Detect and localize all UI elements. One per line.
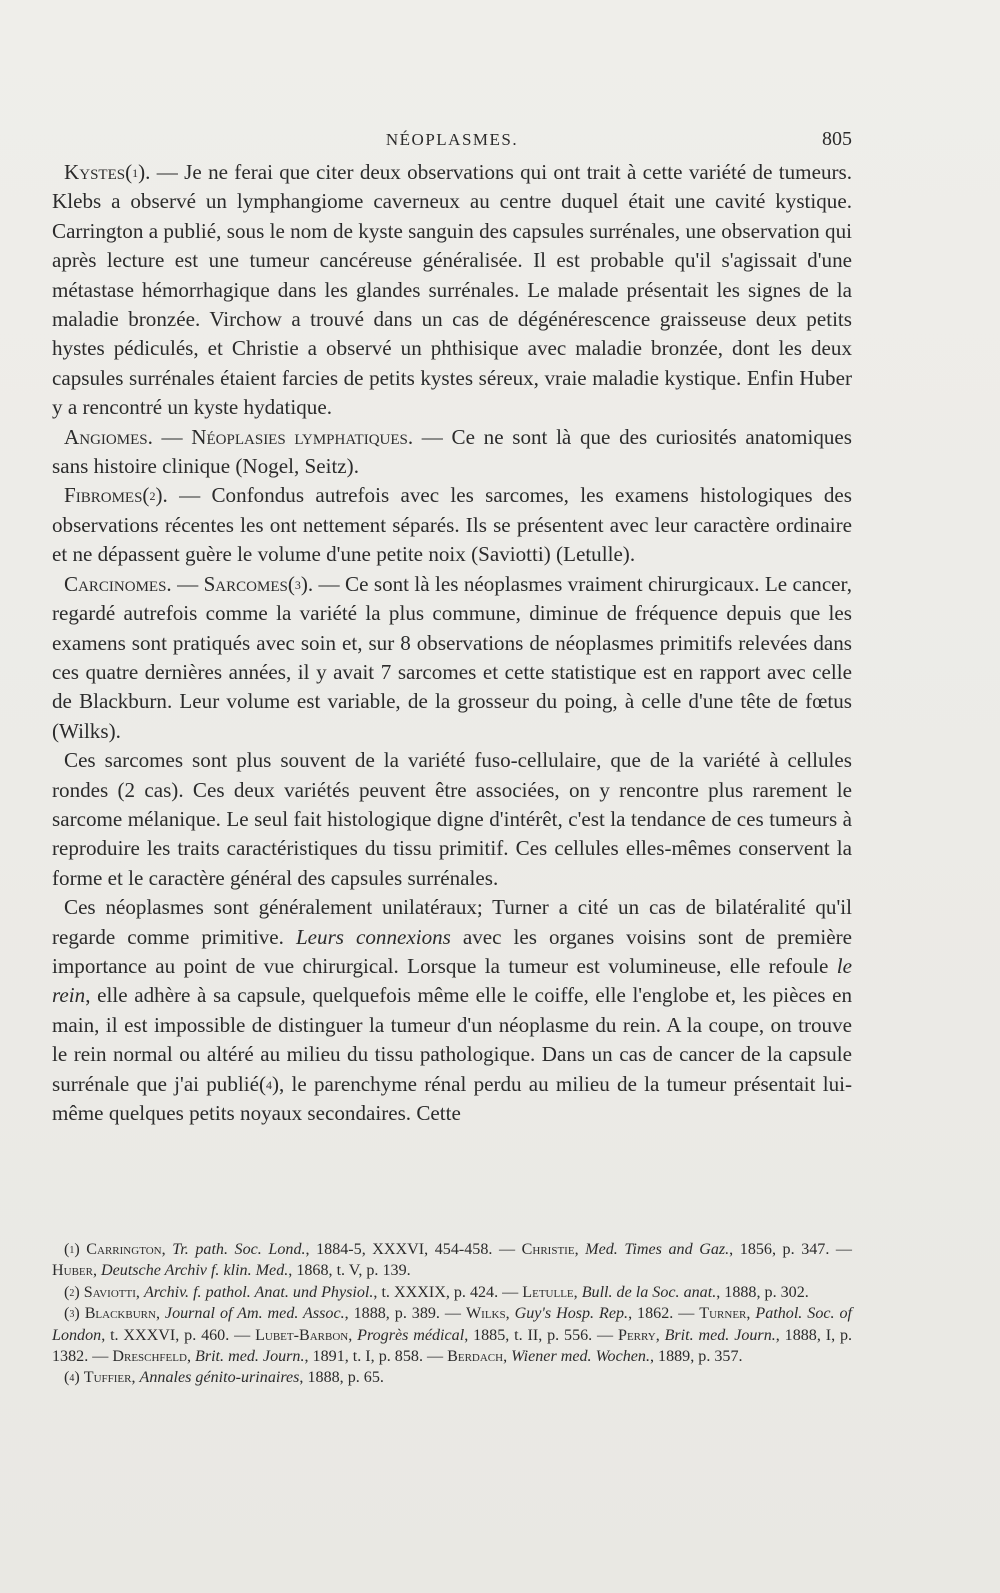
author: Letulle: [522, 1283, 574, 1301]
journal: Annales génito-urinaires: [139, 1369, 300, 1387]
journal: Wiener med. Wochen.: [511, 1348, 650, 1366]
footnote-text: ,: [131, 1369, 140, 1387]
footnote-text: , 1888, p. 389. —: [344, 1305, 466, 1323]
footnote-ref-1: 1: [132, 166, 139, 180]
footnote-text: ,: [92, 1262, 102, 1280]
journal: Archiv. f. pathol. Anat. und Physiol.: [143, 1283, 374, 1301]
footnote-text: , 1888, p. 65.: [299, 1369, 384, 1387]
footnote-ref-2: 2: [149, 489, 156, 504]
paragraph-text: , elle adhère à sa capsule, quelquefois même elle le coiffe, elle l'englobe et, les pièces en main, il est impossible de distinguer la tumeur d'un néoplasme du rein. A la coupe, on trouve le rein normal ou altéré au milieu du tissu pathologique. Dans un cas de cancer de la capsule surrénale que j'ai publié: [52, 983, 852, 1096]
footnote-text: ,: [574, 1241, 586, 1258]
footnote-text: , 1891, t. I, p. 858. —: [304, 1348, 448, 1366]
author: Blackburn: [84, 1305, 156, 1323]
author: Turner: [699, 1305, 747, 1323]
page-number: 805: [822, 128, 852, 150]
footnote-number: 1: [69, 1245, 75, 1256]
footnote-text: , 1885, t. II, p. 556. —: [464, 1326, 618, 1344]
footnote-text: ,: [155, 1305, 165, 1323]
paragraph-text: avec les organes voisins sont de première importance au point de vue chirurgical. Lorsque la tumeur est volumineuse, elle refoule: [52, 924, 852, 978]
footnote-4: ($^4$) Tuffier, Annales génito-urinaires, 1888, p. 65.: [64, 1369, 384, 1387]
footnote-1: ($^1$) Carrington, Tr. path. Soc. Lond., 1884-5, XXXVI, 454-458. — Christie, Med. Times and Gaz., 1856, p. 347. — Huber, Deutsche Archiv f. klin. Med., 1868, t. V, p. 139.: [52, 1241, 853, 1280]
author: Lubet-Barbon: [255, 1326, 349, 1344]
footnote-text: ,: [348, 1326, 358, 1344]
paragraph-kystes: Kystes($^1$). — Je ne ferai que citer deux observations qui ont trait à cette variété de tumeurs. Klebs a observé un lymphangiome caverneux au centre duquel était une cavité kystique. Carrington a publié, sous le nom de kyste sanguin des capsules surrénales, une observation qui après lecture est une tumeur cancéreuse généralisée. Il est probable qu'il s'agissait d'une métastase hémorrhagique dans les glandes surrénales. Le malade présentait les signes de la maladie bronzée. Virchow a trouvé dans un cas de dégénérescence graisseuse deux petits hystes pédiculés, et Christie a observé un phthisique avec maladie bronzée, dont les deux capsules surrénales étaient farcies de petits kystes séreux, vraie maladie kystique. Enfin Huber y a rencontré un kyste hydatique.: [52, 160, 852, 420]
running-title: NÉOPLASMES.: [385, 130, 519, 149]
author: Perry: [618, 1326, 656, 1344]
footnote-text: , 1888, p. 302.: [716, 1283, 809, 1301]
footnote-3: ($^3$) Blackburn, Journal of Am. med. Assoc., 1888, p. 389. — Wilks, Guy's Hosp. Rep., 1862. — Turner, Pathol. Soc. of London, t. XXXVI, p. 460. — Lubet-Barbon, Progrès médical, 1885, t. II, p. 556. — Perry, Brit. med. Journ., 1888, I, p. 1382. — Dreschfeld, Brit. med. Journ., 1891, t. I, p. 858. — Berdach, Wiener med. Wochen., 1889, p. 357.: [52, 1305, 853, 1366]
paragraph-text: . — Je ne ferai que citer deux observations qui ont trait à cette variété de tumeurs. Klebs a observé un lymphangiome caverneux au centre duquel était une cavité kystique. Carrington a publié, sous le nom de kyste sanguin des capsules surrénales, une observation qui après lecture est une tumeur cancéreuse généralisée. Il est probable qu'il s'agissait d'une métastase hémorrhagique dans les glandes surrénales. Le malade présentait les signes de la maladie bronzée. Virchow a trouvé dans un cas de dégénérescence graisseuse deux petits hystes pédiculés, et Christie a observé un phthisique avec maladie bronzée, dont les deux capsules surrénales étaient farcies de petits kystes séreux, vraie maladie kystique. Enfin Huber y a rencontré un kyste hydatique.: [52, 160, 852, 420]
author: Huber: [52, 1262, 93, 1280]
footnote-text: , t. XXXVI, p. 460. —: [101, 1326, 256, 1344]
footnote-text: ,: [746, 1305, 756, 1323]
journal: Progrès médical: [357, 1326, 465, 1344]
paragraph-fibromes: Fibromes($^2$). — Confondus autrefois avec les sarcomes, les examens histologiques des observations récentes les ont nettement séparés. Ils se présentent avec leur caractère ordinaire et ne dépassent guère le volume d'une petite noix (Saviotti) (Letulle).: [52, 483, 852, 567]
footnote-text: ,: [655, 1326, 665, 1344]
journal: Tr. path. Soc. Lond.: [172, 1241, 306, 1258]
footnote-text: ,: [573, 1283, 582, 1301]
author: Wilks: [465, 1305, 506, 1323]
paragraph-neoplasmes: Ces néoplasmes sont généralement unilatéraux; Turner a cité un cas de bilatéralité qu'il regarde comme primitive. Leurs connexions avec les organes voisins sont de première importance au point de vue chirurgical. Lorsque la tumeur est volumineuse, elle refoule le rein, elle adhère à sa capsule, quelquefois même elle le coiffe, elle l'englobe et, les pièces en main, il est impossible de distinguer la tumeur d'un néoplasme du rein. A la coupe, on trouve le rein normal ou altéré au milieu du tissu pathologique. Dans un cas de cancer de la capsule surrénale que j'ai publié($^4$), le parenchyme rénal perdu au milieu de la tumeur présentait lui-même quelques petits noyaux secondaires. Cette: [52, 895, 853, 1125]
paragraph-angiomes: [52, 423, 852, 482]
italic-term-rein: le rein: [52, 953, 852, 1008]
running-header: [52, 128, 852, 158]
footnote-text: ,: [503, 1348, 512, 1366]
journal: Deutsche Archiv f. klin. Med.: [101, 1262, 289, 1280]
italic-term-connexions: Leurs connexions: [295, 924, 451, 949]
footnote-ref-4: 4: [266, 1077, 273, 1092]
title-separator: . —: [166, 571, 204, 596]
journal: Guy's Hosp. Rep.: [514, 1305, 629, 1323]
journal: Pathol. Soc. of London: [52, 1305, 853, 1344]
footnotes: [52, 1239, 852, 1389]
footnote-text: , 1856, p. 347. —: [729, 1241, 853, 1258]
author: Tuffier: [83, 1369, 132, 1387]
journal: Bull. de la Soc. anat.: [581, 1283, 717, 1301]
journal: Journal of Am. med. Assoc.: [164, 1305, 345, 1323]
author: Dreschfeld: [112, 1348, 187, 1366]
footnote-text: ,: [186, 1348, 195, 1366]
section-title-neoplasies-lymphatiques: Néoplasies lymphatiques: [191, 424, 408, 449]
title-separator: . —: [147, 424, 192, 449]
journal: Brit. med. Journ.: [664, 1326, 776, 1344]
journal: Brit. med. Journ.: [194, 1348, 305, 1366]
journal: Med. Times and Gaz.: [585, 1241, 730, 1258]
author: Berdach: [447, 1348, 504, 1366]
paragraph-text: Ces néoplasmes sont généralement unilatéraux; Turner a cité un cas de bilatéralité qu'il regarde comme primitive.: [52, 895, 852, 949]
footnote-text: ,: [161, 1241, 173, 1258]
footnote-text: ,: [135, 1283, 144, 1301]
paragraph-text: . — Ce ne sont là que des curiosités anatomiques sans histoire clinique (Nogel, Seitz).: [52, 424, 852, 479]
paragraph-text: . — Confondus autrefois avec les sarcomes, les examens histologiques des observations récentes les ont nettement séparés. Ils se présentent avec leur caractère ordinaire et ne dépassent guère le volume d'une petite noix (Saviotti) (Letulle).: [52, 483, 852, 567]
footnote-text: , 1862. —: [628, 1305, 700, 1323]
body-text: [52, 158, 852, 1128]
section-title-sarcomes: Sarcomes: [203, 571, 288, 596]
author: Christie: [521, 1241, 575, 1258]
footnote-text: , 1889, p. 357.: [649, 1348, 743, 1366]
footnote-text: , 1884-5, XXXVI, 454-458. —: [305, 1241, 522, 1258]
paragraph-sarcomes: Ces sarcomes sont plus souvent de la variété fuso-cellulaire, que de la variété à cellules rondes (2 cas). Ces deux variétés peuvent être associées, on y rencontre plus rarement le sarcome mélanique. Le seul fait histologique digne d'intérêt, c'est la tendance de ces tumeurs à reproduire les traits caractéristiques du tissu primitif. Ces cellules elles-mêmes conservent la forme et le caractère général des capsules surrénales.: [52, 748, 852, 890]
footnote-number: 2: [69, 1287, 75, 1299]
footnote-number: 4: [69, 1373, 75, 1385]
footnote-2: ($^2$) Saviotti, Archiv. f. pathol. Anat. und Physiol., t. XXXIX, p. 424. — Letulle, Bull. de la Soc. anat., 1888, p. 302.: [64, 1283, 809, 1301]
footnote-text: ,: [505, 1305, 515, 1323]
paragraph-carcinomes: Carcinomes. — Sarcomes($^3$). — Ce sont là les néoplasmes vraiment chirurgicaux. Le cancer, regardé autrefois comme la variété la plus commune, diminue de fréquence depuis que les examens sont pratiqués avec soin et, sur 8 observations de néoplasmes primitifs relevées dans ces quatre dernières années, il y avait 7 sarcomes et cette statistique est en rapport avec celle de Blackburn. Leur volume est variable, de la grosseur du poing, à celle d'une tête de fœtus (Wilks).: [52, 571, 852, 743]
paragraph-text: . — Ce sont là les néoplasmes vraiment chirurgicaux. Le cancer, regardé autrefois comme la variété la plus commune, diminue de fréquence depuis que les examens sont pratiqués avec soin et, sur 8 observations de néoplasmes primitifs relevées dans ces quatre dernières années, il y avait 7 sarcomes et cette statistique est en rapport avec celle de Blackburn. Leur volume est variable, de la grosseur du poing, à celle d'une tête de fœtus (Wilks).: [52, 571, 852, 743]
section-title-fibromes: Fibromes: [64, 483, 143, 508]
section-title-angiomes: Angiomes: [64, 424, 148, 449]
footnote-ref-3: 3: [294, 577, 301, 592]
footnote-number: 3: [69, 1309, 75, 1321]
paragraph-text: , le parenchyme rénal perdu au milieu de la tumeur présentait lui-même quelques petits noyaux secondaires. Cette: [52, 1071, 853, 1125]
footnote-text: , t. XXXIX, p. 424. —: [373, 1283, 523, 1301]
footnote-text: , 1888, I, p. 1382. —: [52, 1326, 853, 1366]
footnote-text: , 1868, t. V, p. 139.: [288, 1262, 411, 1280]
section-title-carcinomes: Carcinomes: [64, 571, 167, 596]
section-title-kystes: Kystes: [64, 160, 126, 184]
author: Carrington: [86, 1241, 162, 1258]
author: Saviotti: [83, 1283, 136, 1301]
